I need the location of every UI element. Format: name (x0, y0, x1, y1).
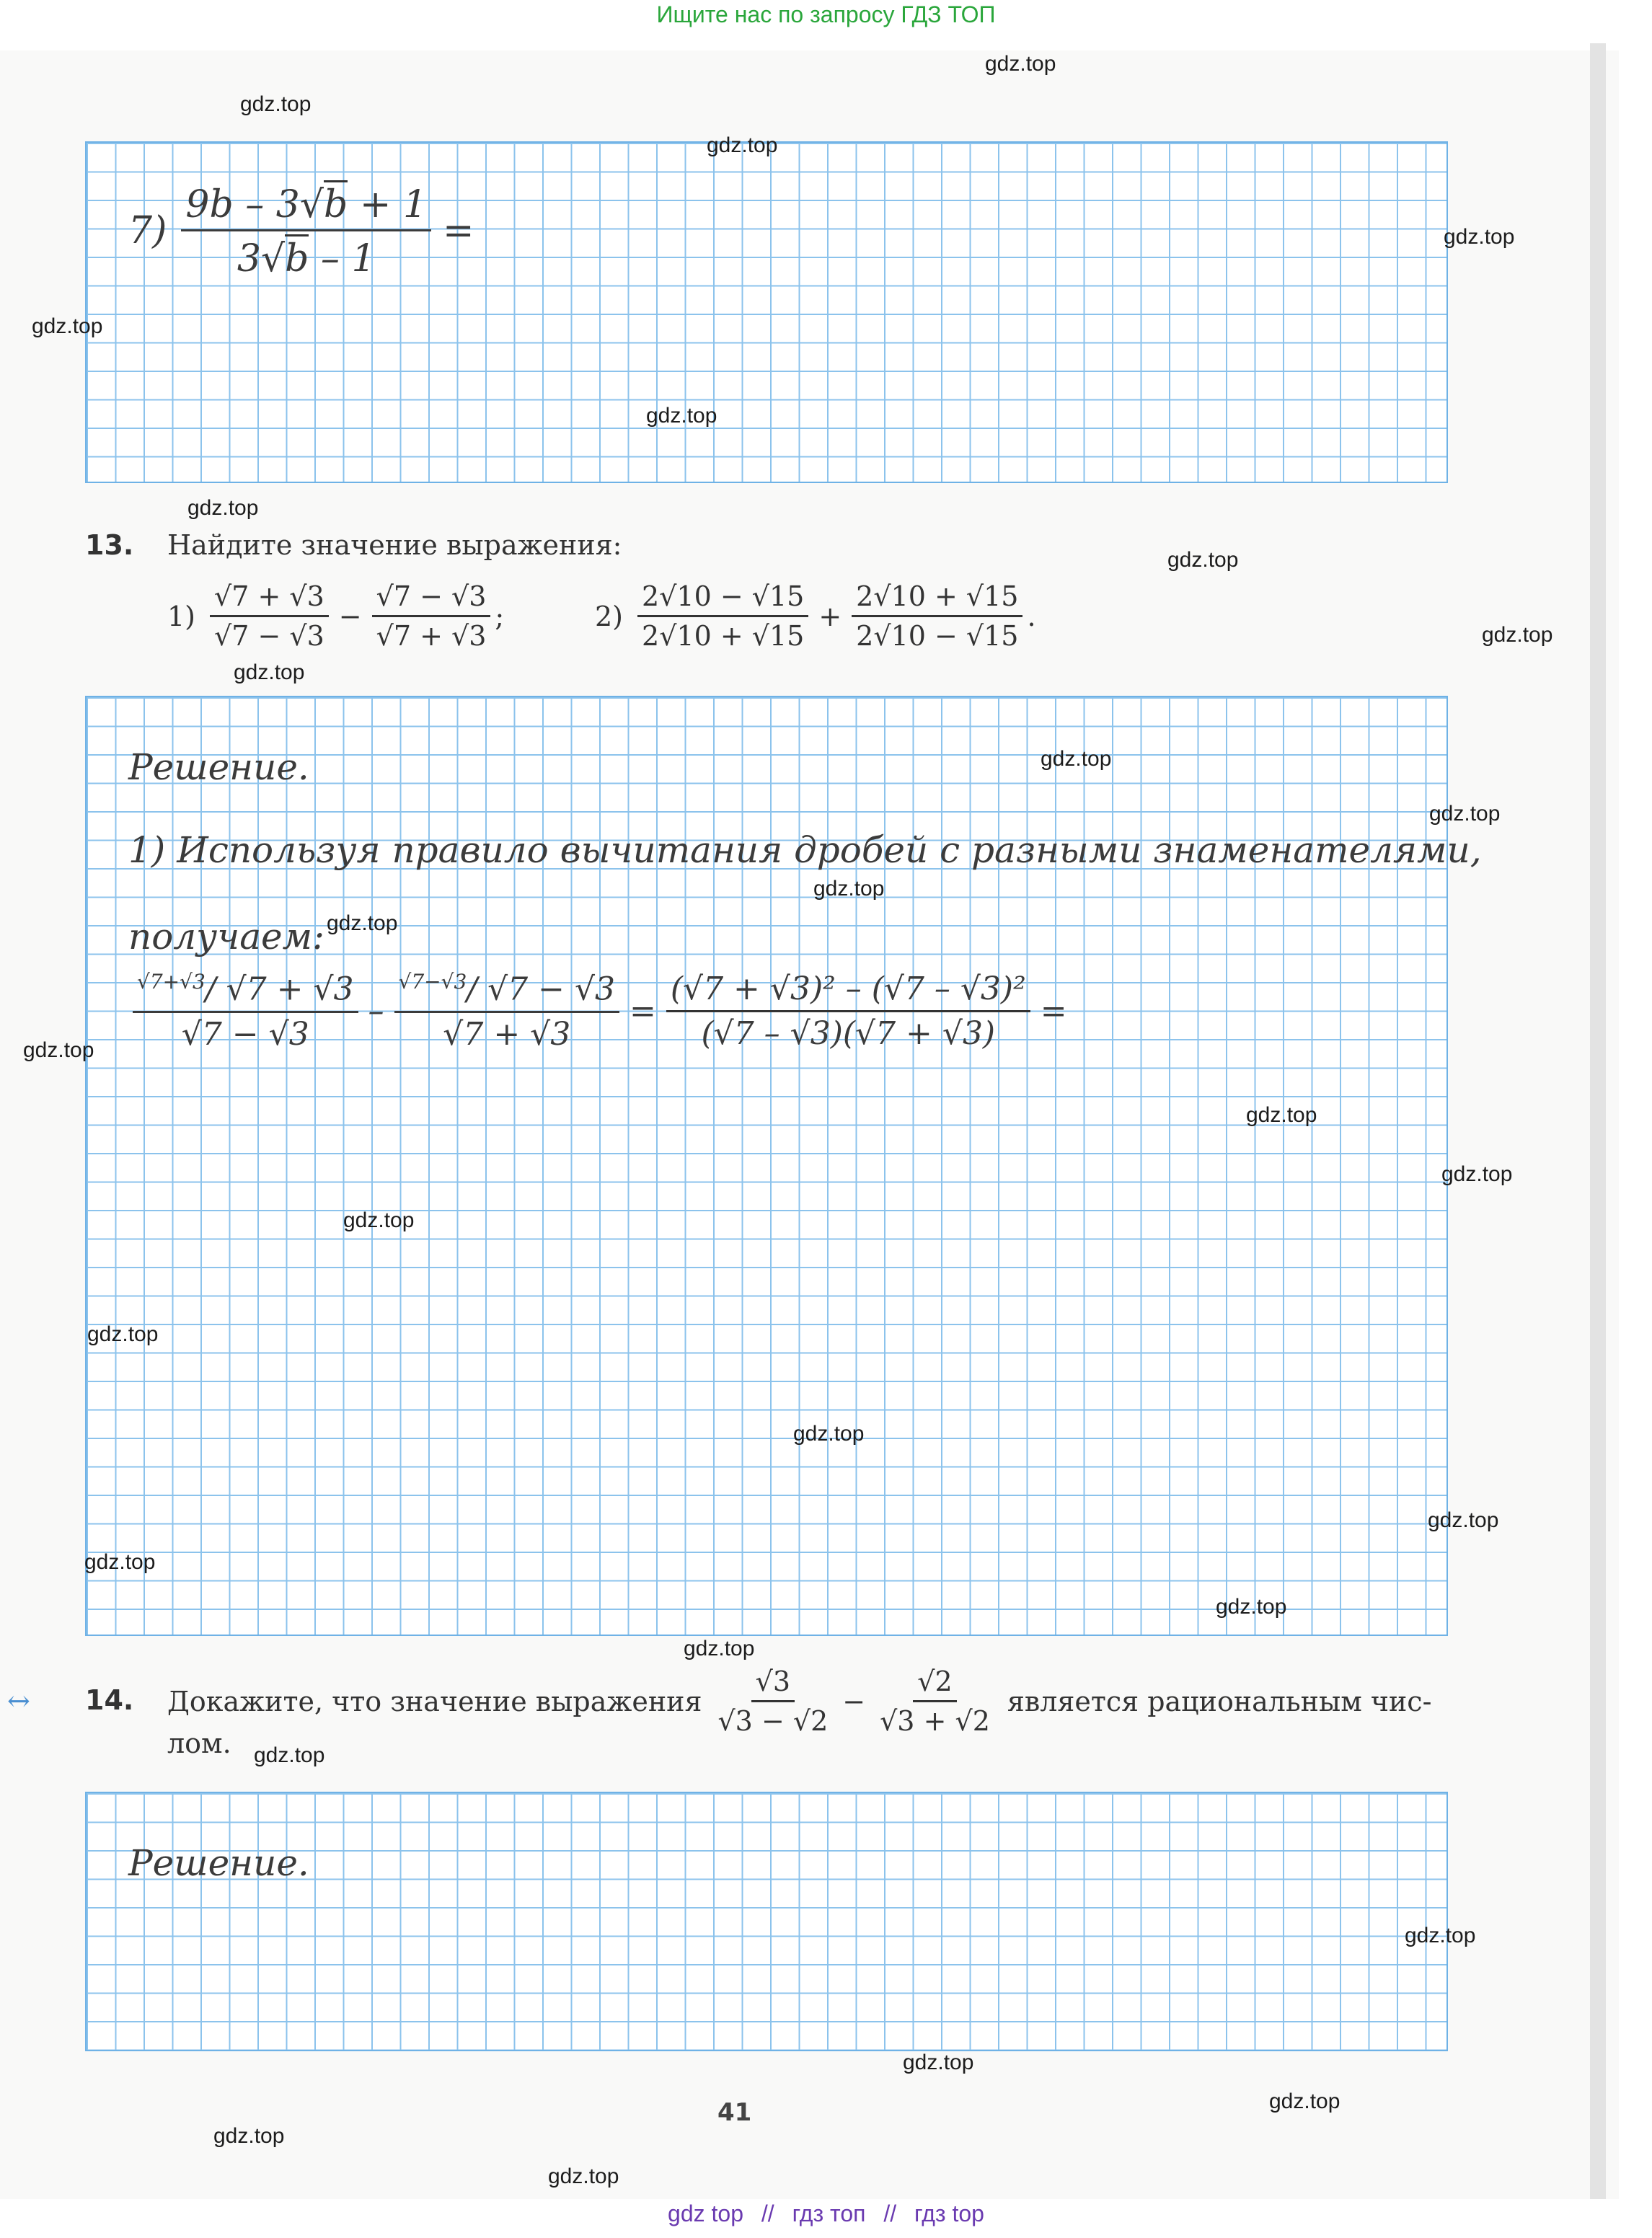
problem14-number: 14. (85, 1684, 134, 1716)
p14-f1-den: √3 − √2 (717, 1705, 829, 1737)
solution13-line2: получаем: (128, 916, 324, 957)
item7-fraction (181, 180, 431, 280)
watermark: gdz.top (1405, 1924, 1476, 1947)
watermark: gdz.top (254, 1743, 325, 1767)
footer-link-1[interactable]: gdz top (668, 2201, 743, 2226)
item7-num-tail: + 1 (359, 183, 428, 226)
sol13-result-den: (√7 – √3)(√7 + √3) (701, 1014, 996, 1052)
sol13-f2-den: √7 + √3 (443, 1015, 571, 1053)
item7-num-rad: b (324, 180, 348, 226)
sol13-eq-1: = (630, 992, 656, 1030)
sol13-f2-num: √7 − √3 (487, 970, 615, 1008)
p14-f2-den: √3 + √2 (880, 1705, 990, 1737)
sol13-slash-2: / (467, 970, 488, 1008)
p14-f2-num: √2 (913, 1666, 956, 1702)
page-number: 41 (717, 2098, 752, 2127)
part1-f1-den: √7 − √3 (214, 620, 324, 652)
problem13-prompt: Найдите значение выражения: (167, 529, 622, 561)
part1-fraction-1 (210, 580, 329, 652)
problem13-part1 (167, 580, 504, 652)
watermark: gdz.top (1428, 1508, 1499, 1532)
watermark: gdz.top (707, 133, 778, 157)
watermark: gdz.top (23, 1038, 94, 1062)
item7-num-sqrt: √ (299, 183, 324, 226)
sol13-result-num: (√7 + √3)² – (√7 – √3)² (666, 970, 1030, 1012)
sol13-eq-2: = (1040, 992, 1067, 1030)
watermark: gdz.top (1246, 1103, 1317, 1127)
watermark: gdz.top (343, 1208, 415, 1232)
page-edge-shadow (1590, 43, 1606, 2199)
watermark: gdz.top (793, 1422, 865, 1446)
part2-label: 2) (595, 600, 624, 632)
part2-f2-den: 2√10 − √15 (856, 620, 1019, 652)
sol13-f1-den: √7 − √3 (181, 1015, 309, 1053)
sol13-mult-1: √7+√3 (137, 970, 206, 994)
sol13-fraction-1 (133, 970, 358, 1053)
item7-den-tail: – 1 (320, 237, 376, 280)
sol13-fraction-result (666, 970, 1030, 1052)
item7-den-sqrt: √ (260, 237, 286, 280)
watermark: gdz.top (985, 52, 1056, 76)
part2-f1-num: 2√10 − √15 (637, 580, 808, 617)
item7-num-part: 9b – 3 (185, 183, 300, 226)
part1-fraction-2 (372, 580, 491, 652)
item7-den-part: 3 (237, 237, 261, 280)
part1-f2-den: √7 + √3 (376, 620, 487, 652)
watermark: gdz.top (1444, 225, 1515, 249)
watermark: gdz.top (813, 877, 885, 901)
footer-separator: // (761, 2201, 774, 2226)
part2-end: . (1027, 600, 1036, 632)
watermark: gdz.top (1216, 1595, 1287, 1619)
part2-fraction-1 (637, 580, 808, 652)
p14-fraction-2 (875, 1666, 994, 1737)
problem14-prompt-end: является рациональным чис- (1007, 1685, 1432, 1717)
part1-minus: − (338, 600, 362, 632)
p14-minus: − (842, 1685, 866, 1717)
watermark: gdz.top (1482, 623, 1553, 647)
item7-label: 7) (128, 208, 167, 252)
watermark: gdz.top (84, 1550, 156, 1574)
watermark: gdz.top (187, 496, 259, 520)
grid-box-solution14 (85, 1792, 1448, 2051)
part2-fraction-2 (852, 580, 1022, 652)
watermark: gdz.top (1429, 802, 1501, 826)
p14-f1-num: √3 (751, 1666, 795, 1702)
problem13-part2 (595, 580, 1036, 652)
watermark: gdz.top (1441, 1162, 1513, 1186)
problem14-prompt-start: Докажите, что значение выражения (167, 1685, 702, 1717)
solution13-formula (128, 970, 1073, 1053)
watermark: gdz.top (327, 911, 398, 935)
solution14-heading: Решение. (128, 1842, 309, 1884)
footer-link-2[interactable]: гдз топ (792, 2201, 866, 2226)
footer-separator: // (883, 2201, 897, 2226)
watermark: gdz.top (1269, 2089, 1340, 2113)
problem14-prompt (167, 1666, 1431, 1737)
part2-f2-num: 2√10 + √15 (852, 580, 1022, 617)
watermark: gdz.top (1167, 548, 1239, 572)
watermark: gdz.top (32, 314, 103, 338)
sol13-mult-2: √7−√3 (398, 970, 467, 994)
watermark: gdz.top (213, 2124, 285, 2148)
item7-den-rad: b (285, 234, 309, 280)
problem14-prompt-cont: лом. (167, 1728, 231, 1759)
part2-plus: + (818, 600, 842, 632)
part1-f2-num: √7 − √3 (372, 580, 491, 617)
item7-equals: = (443, 208, 474, 252)
solution13-heading: Решение. (128, 746, 309, 788)
watermark: gdz.top (240, 92, 312, 116)
watermark: gdz.top (903, 2051, 974, 2074)
p14-fraction-1 (713, 1666, 832, 1737)
part1-f1-num: √7 + √3 (210, 580, 329, 617)
footer-link-3[interactable]: гдз top (914, 2201, 984, 2226)
watermark: gdz.top (234, 660, 305, 684)
part2-f1-den: 2√10 + √15 (642, 620, 805, 652)
solution13-line1: 1) Используя правило вычитания дробей с разными знаменателями, (128, 829, 1482, 871)
watermark: gdz.top (87, 1322, 159, 1346)
item7-expression (128, 180, 474, 280)
footer-links (0, 2201, 1652, 2227)
part1-label: 1) (167, 600, 196, 632)
top-banner[interactable]: Ищите нас по запросу ГДЗ ТОП (656, 1, 996, 27)
double-arrow-icon: ↔ (7, 1685, 30, 1717)
watermark: gdz.top (548, 2164, 619, 2188)
sol13-fraction-2 (394, 970, 620, 1053)
problem13-number: 13. (85, 529, 134, 561)
watermark: gdz.top (684, 1637, 755, 1660)
sol13-f1-num: √7 + √3 (226, 970, 354, 1008)
sol13-slash-1: / (205, 970, 226, 1008)
part1-end: ; (495, 600, 505, 632)
watermark: gdz.top (1041, 747, 1112, 771)
sol13-minus: – (368, 992, 384, 1030)
watermark: gdz.top (646, 404, 717, 428)
